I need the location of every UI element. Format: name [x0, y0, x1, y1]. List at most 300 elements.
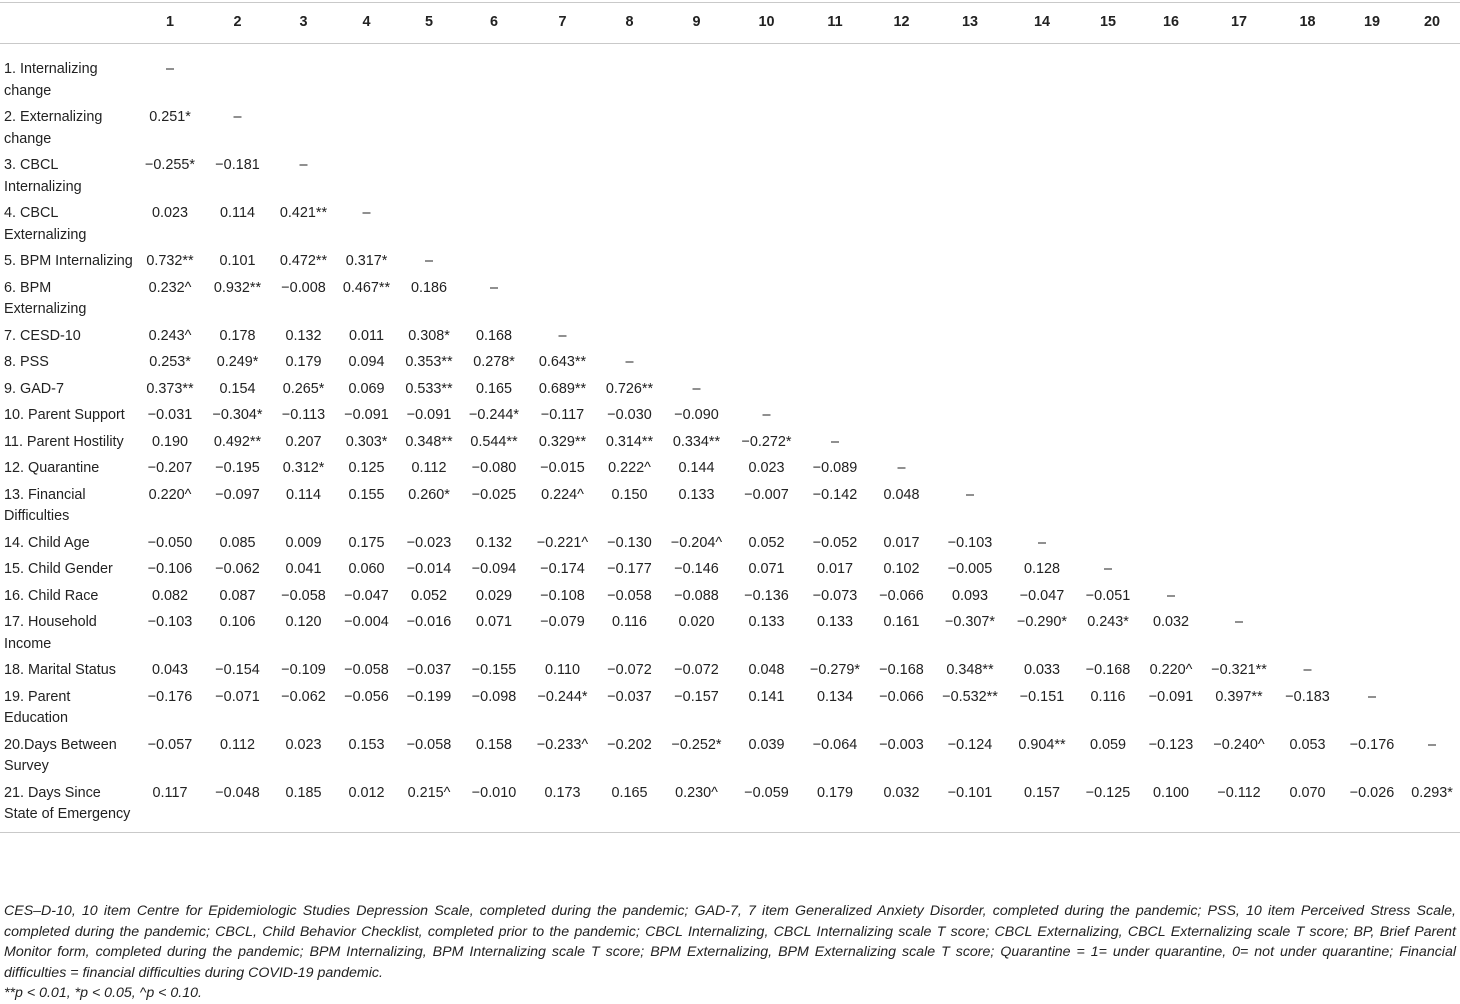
- correlation-cell: [870, 44, 933, 105]
- correlation-cell: [1275, 455, 1340, 482]
- correlation-cell: 0.141: [748, 688, 785, 705]
- correlation-cell: [1404, 152, 1460, 200]
- correlation-cell: −0.244*: [468, 407, 520, 423]
- correlation-cell: 0.533**: [405, 380, 453, 397]
- correlation-cell: [660, 349, 733, 376]
- correlation-cell: 0.039: [748, 736, 785, 753]
- correlation-cell: 0.215^: [396, 780, 462, 833]
- table-row: [0, 609, 1460, 657]
- table-row: [0, 429, 1460, 456]
- correlation-cell: –: [558, 327, 567, 344]
- correlation-cell: [1340, 530, 1404, 557]
- correlation-cell: −0.052: [812, 534, 858, 551]
- table-row: [0, 376, 1460, 403]
- correlation-cell: 0.087: [219, 587, 256, 604]
- correlation-cell: 0.023: [748, 460, 785, 476]
- correlation-cell: –: [830, 433, 839, 450]
- correlation-cell: −0.089: [812, 460, 858, 476]
- column-header: 14: [1007, 3, 1077, 44]
- table-row: [0, 455, 1460, 482]
- correlation-cell: −0.199: [406, 688, 452, 705]
- correlation-cell: −0.103: [147, 614, 193, 630]
- correlation-cell: [933, 402, 1007, 429]
- correlation-cell: [1139, 323, 1203, 350]
- column-header: 5: [396, 3, 462, 44]
- row-label: 7. CESD-10: [4, 327, 81, 344]
- column-header: 4: [337, 3, 396, 44]
- correlation-cell: −0.098: [471, 688, 517, 705]
- correlation-cell: −0.146: [674, 561, 719, 577]
- correlation-cell: [1203, 530, 1275, 557]
- correlation-cell: [1275, 556, 1340, 583]
- correlation-cell: −0.176: [147, 688, 193, 705]
- correlation-cell: 0.132: [475, 534, 512, 551]
- correlation-cell: [1077, 104, 1139, 152]
- correlation-cell: [660, 323, 733, 350]
- table-body: [0, 44, 1460, 833]
- correlation-cell: [660, 104, 733, 152]
- correlation-cell: 0.232^: [148, 279, 192, 296]
- correlation-cell: [800, 275, 870, 323]
- correlation-cell: [1203, 402, 1275, 429]
- correlation-cell: 0.265*: [282, 380, 325, 397]
- correlation-cell: −0.279*: [809, 662, 861, 678]
- row-label: 14. Child Age: [4, 534, 90, 551]
- correlation-cell: [933, 44, 1007, 105]
- table-row: [0, 44, 1460, 105]
- correlation-cell: 0.144: [678, 460, 715, 476]
- correlation-cell: [1139, 556, 1203, 583]
- correlation-cell: −0.174: [540, 561, 585, 577]
- correlation-cell: –: [299, 157, 308, 173]
- correlation-cell: −0.117: [540, 407, 585, 423]
- row-label: 1. Internalizing change: [4, 61, 98, 99]
- correlation-cell: −0.252*: [671, 736, 722, 753]
- correlation-cell: [462, 104, 526, 152]
- row-label: 8. PSS: [4, 354, 49, 370]
- correlation-cell: –: [489, 279, 498, 296]
- correlation-cell: −0.183: [1285, 688, 1330, 705]
- correlation-cell: −0.010: [462, 780, 526, 833]
- correlation-cell: [1077, 349, 1139, 376]
- correlation-cell: 0.544**: [470, 433, 518, 450]
- correlation-cell: [933, 200, 1007, 248]
- column-header: 18: [1275, 3, 1340, 44]
- correlation-cell: [599, 200, 660, 248]
- correlation-cell: [800, 323, 870, 350]
- correlation-cell: 0.643**: [538, 354, 587, 370]
- correlation-cell: −0.030: [607, 407, 652, 423]
- correlation-cell: 0.175: [348, 534, 385, 551]
- correlation-cell: [1275, 200, 1340, 248]
- correlation-cell: 0.071: [475, 614, 512, 630]
- correlation-cell: [1203, 482, 1275, 530]
- correlation-cell: [1077, 323, 1139, 350]
- correlation-cell: 0.293*: [1404, 780, 1460, 833]
- correlation-cell: [1139, 44, 1203, 105]
- correlation-cell: 0.128: [1023, 561, 1060, 577]
- correlation-cell: −0.240^: [1213, 736, 1265, 753]
- correlation-cell: [1077, 455, 1139, 482]
- correlation-cell: −0.109: [281, 662, 326, 678]
- correlation-cell: −0.155: [471, 662, 517, 678]
- correlation-cell: 0.029: [475, 587, 512, 604]
- correlation-cell: [870, 349, 933, 376]
- correlation-cell: [933, 323, 1007, 350]
- correlation-cell: [1275, 530, 1340, 557]
- correlation-cell: −0.244*: [537, 688, 588, 705]
- correlation-cell: [1007, 44, 1077, 105]
- correlation-cell: −0.072: [607, 662, 652, 678]
- correlation-cell: 0.132: [285, 327, 322, 344]
- correlation-cell: [337, 44, 396, 105]
- correlation-cell: −0.051: [1085, 587, 1131, 604]
- correlation-cell: 0.120: [285, 614, 322, 630]
- correlation-cell: –: [1427, 736, 1436, 753]
- correlation-cell: 0.220^: [148, 486, 192, 503]
- correlation-cell: [1340, 583, 1404, 610]
- correlation-cell: −0.056: [344, 688, 389, 705]
- correlation-cell: [1340, 349, 1404, 376]
- correlation-cell: 0.116: [1090, 688, 1126, 705]
- correlation-cell: −0.079: [540, 614, 585, 630]
- row-label: 18. Marital Status: [4, 662, 116, 678]
- correlation-cell: [1404, 275, 1460, 323]
- correlation-cell: 0.116: [612, 614, 647, 630]
- correlation-cell: 0.689**: [538, 380, 587, 397]
- correlation-cell: [800, 402, 870, 429]
- correlation-cell: −0.057: [147, 736, 193, 753]
- correlation-cell: −0.005: [947, 561, 993, 577]
- correlation-cell: 0.133: [678, 486, 715, 503]
- correlation-cell: −0.008: [281, 279, 326, 296]
- column-header: 17: [1203, 3, 1275, 44]
- correlation-cell: [1275, 104, 1340, 152]
- correlation-cell: [1404, 376, 1460, 403]
- correlation-cell: 0.032: [870, 780, 933, 833]
- correlation-cell: [1203, 248, 1275, 275]
- correlation-cell: [1007, 482, 1077, 530]
- correlation-cell: [733, 248, 800, 275]
- correlation-cell: [1139, 275, 1203, 323]
- correlation-cell: −0.142: [812, 486, 858, 503]
- correlation-cell: 0.070: [1275, 780, 1340, 833]
- correlation-cell: 0.071: [748, 561, 785, 577]
- row-label: 4. CBCL Externalizing: [4, 205, 87, 243]
- correlation-cell: [660, 275, 733, 323]
- correlation-cell: [800, 376, 870, 403]
- correlation-cell: [870, 152, 933, 200]
- correlation-cell: −0.037: [406, 662, 452, 678]
- row-label: 10. Parent Support: [4, 407, 125, 423]
- correlation-cell: [1203, 200, 1275, 248]
- correlation-cell: −0.195: [215, 460, 260, 476]
- correlation-cell: [800, 349, 870, 376]
- correlation-cell: [1007, 349, 1077, 376]
- correlation-cell: 0.048: [883, 486, 920, 503]
- correlation-cell: −0.025: [471, 486, 517, 503]
- correlation-cell: −0.176: [1349, 736, 1395, 753]
- correlation-cell: [1077, 429, 1139, 456]
- correlation-cell: 0.112: [411, 460, 447, 476]
- table-row: [0, 732, 1460, 780]
- correlation-cell: 0.100: [1139, 780, 1203, 833]
- correlation-cell: 0.085: [219, 534, 256, 551]
- correlation-cell: [1340, 482, 1404, 530]
- correlation-cell: −0.037: [607, 688, 652, 705]
- correlation-cell: [1203, 376, 1275, 403]
- correlation-cell: 0.106: [219, 614, 256, 630]
- correlation-cell: −0.058: [344, 662, 389, 678]
- correlation-cell: –: [1103, 561, 1112, 577]
- row-label: 12. Quarantine: [4, 460, 100, 476]
- correlation-cell: [1275, 248, 1340, 275]
- correlation-cell: [1007, 200, 1077, 248]
- column-header: 13: [933, 3, 1007, 44]
- correlation-cell: [1275, 323, 1340, 350]
- correlation-cell: [1139, 104, 1203, 152]
- correlation-cell: [337, 152, 396, 200]
- correlation-cell: [933, 104, 1007, 152]
- correlation-cell: [1007, 376, 1077, 403]
- abbreviation-note: CES–D-10, 10 item Centre for Epidemiologic Studies Depression Scale, completed during the pandemic; GAD-7, 7 item Generalized Anxiety Disorder, completed during the pandemic; PSS, 10 item Perceived Stress Scale, completed during the pandemic; CBCL, Child Behavior Checklist, completed prior to the pandemic; CBCL Internalizing, CBCL Internalizing scale T score; CBCL Externalizing, CBCL Externalizing scale T score; BP, Brief Parent Monitor form, completed during the pandemic; BPM Internalizing, BPM Internalizing scale T score; BPM Externalizing, BPM Externalizing scale T score; Quarantine = 1= under quarantine, 0= not under quarantine; Financial difficulties = financial difficulties during COVID-19 pandemic.: [4, 903, 1456, 981]
- correlation-cell: 0.224^: [541, 486, 584, 503]
- correlation-cell: 0.101: [219, 253, 256, 269]
- correlation-cell: −0.106: [147, 561, 193, 577]
- correlation-cell: [870, 200, 933, 248]
- correlation-cell: –: [424, 253, 433, 269]
- correlation-cell: [1139, 248, 1203, 275]
- column-header: 2: [205, 3, 270, 44]
- correlation-cell: [462, 44, 526, 105]
- table-row: [0, 200, 1460, 248]
- correlation-cell: 0.230^: [660, 780, 733, 833]
- correlation-cell: 0.153: [348, 736, 385, 753]
- correlation-cell: [733, 104, 800, 152]
- correlation-cell: –: [362, 205, 371, 221]
- correlation-cell: [1007, 248, 1077, 275]
- correlation-cell: [933, 248, 1007, 275]
- correlation-cell: [1404, 429, 1460, 456]
- correlation-cell: −0.064: [812, 736, 858, 753]
- correlation-cell: [1203, 104, 1275, 152]
- correlation-cell: 0.253*: [149, 354, 191, 370]
- correlation-cell: 0.353**: [405, 354, 453, 370]
- correlation-cell: [1340, 429, 1404, 456]
- correlation-cell: −0.090: [674, 407, 719, 423]
- correlation-cell: –: [233, 109, 242, 125]
- correlation-cell: −0.290*: [1016, 614, 1068, 630]
- correlation-cell: −0.233^: [536, 736, 589, 753]
- table-row: [0, 402, 1460, 429]
- correlation-cell: [1340, 200, 1404, 248]
- correlation-cell: 0.243^: [148, 327, 192, 344]
- correlation-cell: [1203, 152, 1275, 200]
- correlation-cell: 0.220^: [1149, 662, 1193, 678]
- correlation-cell: 0.125: [348, 460, 385, 476]
- correlation-cell: 0.158: [475, 736, 512, 753]
- correlation-cell: [800, 44, 870, 105]
- correlation-cell: 0.023: [285, 736, 322, 753]
- table-row: [0, 780, 1460, 833]
- column-header-row: [0, 3, 1460, 44]
- correlation-cell: [1340, 376, 1404, 403]
- correlation-cell: [599, 248, 660, 275]
- column-header: 3: [270, 3, 337, 44]
- correlation-cell: −0.091: [1148, 688, 1194, 705]
- correlation-cell: –: [965, 486, 974, 503]
- correlation-cell: 0.032: [1152, 614, 1189, 630]
- correlation-cell: [733, 349, 800, 376]
- correlation-cell: [1077, 275, 1139, 323]
- correlation-cell: −0.097: [215, 486, 260, 503]
- correlation-cell: −0.003: [879, 736, 924, 753]
- correlation-cell: 0.059: [1089, 736, 1126, 753]
- correlation-cell: [933, 376, 1007, 403]
- correlation-cell: −0.168: [879, 662, 924, 678]
- correlation-cell: [1007, 275, 1077, 323]
- column-header: 6: [462, 3, 526, 44]
- correlation-cell: [1203, 556, 1275, 583]
- correlation-cell: [800, 152, 870, 200]
- correlation-cell: 0.348**: [405, 433, 453, 450]
- row-label: 5. BPM Internalizing: [4, 253, 133, 269]
- row-label: 6. BPM Externalizing: [4, 279, 87, 317]
- correlation-cell: 0.161: [883, 614, 920, 630]
- correlation-cell: [1007, 429, 1077, 456]
- correlation-cell: 0.094: [348, 354, 385, 370]
- correlation-cell: −0.062: [215, 561, 260, 577]
- column-header: 1: [135, 3, 205, 44]
- row-label: 9. GAD-7: [4, 380, 64, 397]
- correlation-cell: 0.329**: [538, 433, 587, 450]
- correlation-cell: [800, 248, 870, 275]
- correlation-cell: 0.117: [135, 780, 205, 833]
- correlation-cell: [933, 429, 1007, 456]
- correlation-cell: −0.073: [812, 587, 858, 604]
- correlation-cell: −0.066: [879, 688, 924, 705]
- correlation-cell: [1340, 323, 1404, 350]
- correlation-cell: [660, 44, 733, 105]
- table-row: [0, 349, 1460, 376]
- correlation-cell: [396, 200, 462, 248]
- correlation-cell: [526, 248, 599, 275]
- correlation-cell: [1340, 657, 1404, 684]
- correlation-cell: [1139, 455, 1203, 482]
- correlation-cell: [933, 275, 1007, 323]
- correlation-cell: −0.007: [744, 486, 789, 503]
- correlation-cell: 0.904**: [1018, 736, 1066, 753]
- correlation-cell: 0.179: [800, 780, 870, 833]
- correlation-cell: –: [1037, 534, 1046, 551]
- correlation-cell: [1077, 402, 1139, 429]
- correlation-cell: [462, 248, 526, 275]
- table-row: [0, 323, 1460, 350]
- correlation-cell: −0.004: [344, 614, 389, 630]
- correlation-cell: 0.009: [285, 534, 322, 551]
- correlation-cell: −0.272*: [741, 433, 792, 450]
- correlation-cell: [526, 275, 599, 323]
- correlation-cell: [1077, 530, 1139, 557]
- table-row: [0, 684, 1460, 732]
- correlation-cell: −0.154: [215, 662, 260, 678]
- table-row: [0, 583, 1460, 610]
- correlation-cell: [1007, 323, 1077, 350]
- correlation-cell: 0.069: [348, 380, 385, 397]
- correlation-cell: 0.179: [285, 354, 322, 370]
- correlation-cell: –: [1367, 688, 1376, 705]
- row-label: 2. Externalizing change: [4, 109, 103, 147]
- correlation-cell: −0.023: [406, 534, 452, 551]
- correlation-cell: [1139, 530, 1203, 557]
- column-header: 19: [1340, 3, 1404, 44]
- correlation-cell: [599, 44, 660, 105]
- correlation-cell: [1007, 455, 1077, 482]
- row-label: 20.Days Between Survey: [4, 736, 117, 774]
- correlation-cell: 0.053: [1289, 736, 1326, 753]
- correlation-cell: [1077, 376, 1139, 403]
- correlation-cell: −0.207: [147, 460, 193, 476]
- correlation-cell: [1077, 152, 1139, 200]
- correlation-cell: 0.251*: [149, 109, 191, 125]
- correlation-cell: [1404, 556, 1460, 583]
- correlation-cell: [660, 152, 733, 200]
- correlation-cell: −0.058: [281, 587, 326, 604]
- correlation-cell: –: [897, 460, 906, 476]
- correlation-cell: −0.112: [1203, 780, 1275, 833]
- correlation-cell: 0.190: [151, 433, 188, 450]
- correlation-cell: [526, 44, 599, 105]
- correlation-cell: 0.726**: [605, 380, 654, 397]
- correlation-cell: 0.317*: [345, 253, 388, 269]
- correlation-cell: [1139, 349, 1203, 376]
- correlation-cell: [733, 200, 800, 248]
- correlation-cell: [1139, 482, 1203, 530]
- correlation-cell: [1275, 482, 1340, 530]
- correlation-cell: [396, 44, 462, 105]
- correlation-cell: 0.243*: [1087, 614, 1129, 630]
- correlation-cell: –: [1303, 662, 1312, 678]
- correlation-cell: [1275, 44, 1340, 105]
- correlation-cell: 0.012: [337, 780, 396, 833]
- correlation-cell: −0.015: [540, 460, 585, 476]
- correlation-cell: [1275, 376, 1340, 403]
- correlation-cell: [1340, 44, 1404, 105]
- correlation-cell: [526, 152, 599, 200]
- correlation-cell: 0.033: [1023, 662, 1060, 678]
- correlation-cell: −0.066: [879, 587, 924, 604]
- correlation-cell: [660, 248, 733, 275]
- table-row: [0, 556, 1460, 583]
- column-header: 12: [870, 3, 933, 44]
- correlation-cell: [1404, 583, 1460, 610]
- correlation-cell: 0.041: [285, 561, 322, 577]
- correlation-cell: [1404, 248, 1460, 275]
- correlation-cell: 0.023: [151, 205, 188, 221]
- correlation-cell: [270, 104, 337, 152]
- correlation-cell: −0.026: [1340, 780, 1404, 833]
- row-label: 15. Child Gender: [4, 561, 113, 577]
- column-header: 10: [733, 3, 800, 44]
- correlation-cell: −0.091: [406, 407, 452, 423]
- row-label: 11. Parent Hostility: [4, 433, 124, 450]
- correlation-cell: 0.150: [611, 486, 648, 503]
- correlation-cell: −0.204^: [670, 534, 723, 551]
- correlation-cell: 0.314**: [605, 433, 654, 450]
- correlation-cell: [1340, 248, 1404, 275]
- correlation-cell: [933, 349, 1007, 376]
- table-row: [0, 152, 1460, 200]
